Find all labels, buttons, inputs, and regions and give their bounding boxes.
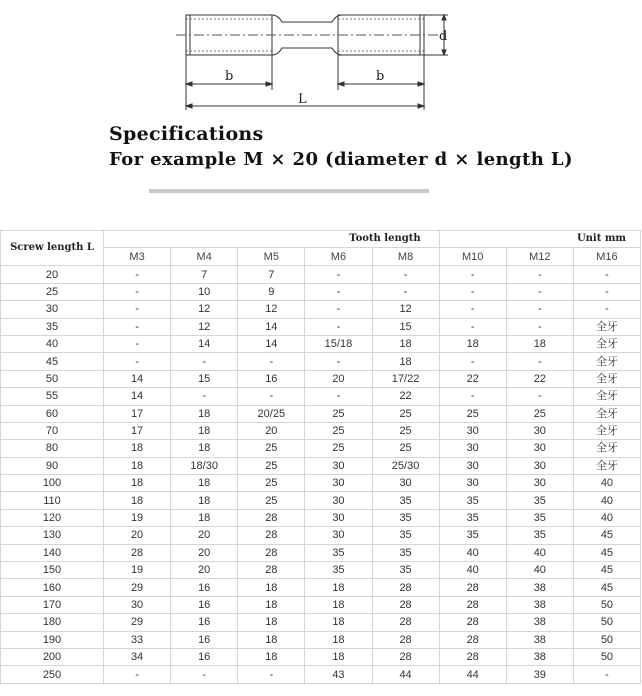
tooth-length-cell: 18 xyxy=(238,631,305,648)
tooth-length-cell: 40 xyxy=(506,562,573,579)
tooth-length-cell: - xyxy=(305,301,372,318)
tooth-length-cell: 25 xyxy=(238,492,305,509)
screw-length-cell: 50 xyxy=(1,370,104,387)
tooth-length-cell: - xyxy=(506,318,573,335)
tooth-length-cell: - xyxy=(171,388,238,405)
table-row xyxy=(1,370,641,387)
tooth-length-cell: 45 xyxy=(573,544,640,561)
tooth-length-cell: 20 xyxy=(238,422,305,439)
size-header: M16 xyxy=(573,248,640,266)
tooth-length-cell: 16 xyxy=(171,631,238,648)
table-row xyxy=(1,614,641,631)
tooth-length-cell: 25 xyxy=(372,405,439,422)
tooth-length-cell: 18 xyxy=(305,614,372,631)
screw-length-cell: 100 xyxy=(1,475,104,492)
tooth-length-cell: 12 xyxy=(372,301,439,318)
tooth-length-cell: 28 xyxy=(439,648,506,665)
tooth-length-cell: 10 xyxy=(171,283,238,300)
screw-length-cell: 30 xyxy=(1,301,104,318)
screw-length-cell: 250 xyxy=(1,666,104,683)
tooth-length-cell: 18 xyxy=(104,457,171,474)
tooth-length-cell: - xyxy=(372,266,439,283)
tooth-length-cell: 25 xyxy=(305,422,372,439)
tooth-length-cell: 28 xyxy=(238,527,305,544)
tooth-length-cell: 28 xyxy=(238,562,305,579)
tooth-length-cell: 22 xyxy=(506,370,573,387)
tooth-length-cell: 18 xyxy=(372,335,439,352)
tooth-length-cell: 28 xyxy=(104,544,171,561)
b-left-label: b xyxy=(225,69,234,84)
tooth-length-cell: 20 xyxy=(171,562,238,579)
tooth-length-cell: - xyxy=(171,353,238,370)
screw-length-cell: 200 xyxy=(1,648,104,665)
tooth-length-cell: 9 xyxy=(238,283,305,300)
d-label: d xyxy=(439,29,448,44)
tooth-length-cell: - xyxy=(238,388,305,405)
table-row xyxy=(1,596,641,613)
tooth-length-cell: 14 xyxy=(104,388,171,405)
tooth-length-cell: 38 xyxy=(506,631,573,648)
unit-label: Unit mm xyxy=(439,231,640,248)
tooth-length-cell: 18 xyxy=(104,440,171,457)
tooth-length-cell: 22 xyxy=(372,388,439,405)
tooth-length-cell: 33 xyxy=(104,631,171,648)
tooth-length-cell: 35 xyxy=(305,562,372,579)
tooth-length-cell: 28 xyxy=(238,509,305,526)
tooth-length-cell: 35 xyxy=(372,562,439,579)
tooth-length-cell: 16 xyxy=(171,579,238,596)
tooth-length-cell: 38 xyxy=(506,614,573,631)
screw-length-header: Screw length L xyxy=(1,231,104,266)
tooth-length-cell: 44 xyxy=(439,666,506,683)
screw-length-cell: 170 xyxy=(1,596,104,613)
tooth-length-cell: 20 xyxy=(305,370,372,387)
screw-length-cell: 55 xyxy=(1,388,104,405)
tooth-length-cell: 16 xyxy=(171,614,238,631)
tooth-length-cell: 35 xyxy=(439,527,506,544)
tooth-length-cell: 30 xyxy=(305,475,372,492)
table-row xyxy=(1,562,641,579)
tooth-length-cell: 30 xyxy=(439,440,506,457)
tooth-length-cell: 38 xyxy=(506,579,573,596)
tooth-length-cell: 25 xyxy=(372,440,439,457)
tooth-length-cell: 全牙 xyxy=(573,405,640,422)
tooth-length-cell: 20 xyxy=(171,527,238,544)
tooth-length-cell: 30 xyxy=(439,457,506,474)
tooth-length-cell: - xyxy=(439,301,506,318)
tooth-length-cell: 28 xyxy=(372,614,439,631)
screw-length-cell: 20 xyxy=(1,266,104,283)
table-row xyxy=(1,579,641,596)
tooth-length-cell: 35 xyxy=(372,509,439,526)
size-header: M4 xyxy=(171,248,238,266)
table-row xyxy=(1,457,641,474)
tooth-length-cell: 25 xyxy=(439,405,506,422)
size-header: M10 xyxy=(439,248,506,266)
tooth-length-cell: 18 xyxy=(305,631,372,648)
tooth-length-cell: - xyxy=(305,388,372,405)
tooth-length-cell: - xyxy=(573,283,640,300)
tooth-length-cell: 16 xyxy=(171,596,238,613)
tooth-length-cell: 12 xyxy=(171,318,238,335)
tooth-length-cell: - xyxy=(372,283,439,300)
tooth-length-cell: 30 xyxy=(506,422,573,439)
tooth-length-cell: 30 xyxy=(305,509,372,526)
tooth-length-cell: 35 xyxy=(372,527,439,544)
table-row xyxy=(1,509,641,526)
table-row xyxy=(1,283,641,300)
tooth-length-cell: 40 xyxy=(439,544,506,561)
tooth-length-cell: 17 xyxy=(104,405,171,422)
tooth-length-cell: - xyxy=(439,353,506,370)
tooth-length-cell: 18 xyxy=(238,648,305,665)
table-row xyxy=(1,666,641,683)
tooth-length-cell: 40 xyxy=(573,475,640,492)
tooth-length-cell: 17/22 xyxy=(372,370,439,387)
tooth-length-cell: 35 xyxy=(439,509,506,526)
tooth-length-cell: - xyxy=(305,353,372,370)
tooth-length-cell: - xyxy=(305,318,372,335)
spec-example: For example M × 20 (diameter d × length L) xyxy=(109,149,573,170)
tooth-length-cell: 35 xyxy=(506,527,573,544)
screw-length-cell: 70 xyxy=(1,422,104,439)
tooth-length-cell: 全牙 xyxy=(573,422,640,439)
tooth-length-cell: - xyxy=(506,353,573,370)
screw-length-cell: 120 xyxy=(1,509,104,526)
screw-length-cell: 150 xyxy=(1,562,104,579)
screw-length-cell: 180 xyxy=(1,614,104,631)
tooth-length-cell: 38 xyxy=(506,596,573,613)
tooth-length-cell: 25/30 xyxy=(372,457,439,474)
tooth-length-cell: 19 xyxy=(104,562,171,579)
tooth-length-cell: 全牙 xyxy=(573,370,640,387)
table-title-row xyxy=(1,231,641,248)
tooth-length-cell: 20 xyxy=(171,544,238,561)
tooth-length-cell: 35 xyxy=(506,492,573,509)
tooth-length-cell: 18/30 xyxy=(171,457,238,474)
size-header: M12 xyxy=(506,248,573,266)
tooth-length-cell: 35 xyxy=(372,544,439,561)
tooth-length-cell: 18 xyxy=(305,596,372,613)
tooth-length-cell: 28 xyxy=(238,544,305,561)
tooth-length-cell: 30 xyxy=(439,422,506,439)
tooth-length-cell: 18 xyxy=(238,614,305,631)
tooth-length-cell: 39 xyxy=(506,666,573,683)
tooth-length-cell: 45 xyxy=(573,562,640,579)
L-label: L xyxy=(298,92,307,107)
tooth-length-cell: 30 xyxy=(506,440,573,457)
tooth-length-cell: 38 xyxy=(506,648,573,665)
screw-length-cell: 35 xyxy=(1,318,104,335)
tooth-length-cell: 29 xyxy=(104,614,171,631)
tooth-length-cell: 18 xyxy=(171,440,238,457)
tooth-length-cell: 25 xyxy=(305,405,372,422)
screw-length-cell: 90 xyxy=(1,457,104,474)
tooth-length-cell: 30 xyxy=(439,475,506,492)
tooth-length-cell: 25 xyxy=(238,457,305,474)
tooth-length-cell: 28 xyxy=(439,614,506,631)
tooth-length-cell: 18 xyxy=(171,422,238,439)
tooth-length-cell: 15/18 xyxy=(305,335,372,352)
tooth-length-cell: 22 xyxy=(439,370,506,387)
size-header: M3 xyxy=(104,248,171,266)
tooth-length-cell: 30 xyxy=(305,527,372,544)
screw-length-cell: 45 xyxy=(1,353,104,370)
table-row xyxy=(1,353,641,370)
tooth-length-cell: - xyxy=(104,353,171,370)
tooth-length-cell: - xyxy=(171,666,238,683)
tooth-length-cell: - xyxy=(104,301,171,318)
tooth-length-cell: 50 xyxy=(573,614,640,631)
tooth-length-cell: 14 xyxy=(238,318,305,335)
table-row xyxy=(1,405,641,422)
tooth-length-cell: 30 xyxy=(506,475,573,492)
stud-bolt-diagram xyxy=(0,0,642,120)
tooth-length-cell: 25 xyxy=(238,440,305,457)
tooth-length-cell: 20/25 xyxy=(238,405,305,422)
tooth-length-cell: 25 xyxy=(238,475,305,492)
tooth-length-cell: - xyxy=(506,301,573,318)
tooth-length-cell: 18 xyxy=(171,475,238,492)
size-header: M6 xyxy=(305,248,372,266)
table-row xyxy=(1,335,641,352)
tooth-length-cell: 40 xyxy=(573,492,640,509)
tooth-length-cell: 28 xyxy=(439,631,506,648)
screw-length-cell: 60 xyxy=(1,405,104,422)
tooth-length-cell: - xyxy=(439,388,506,405)
tooth-length-cell: 全牙 xyxy=(573,388,640,405)
screw-length-cell: 130 xyxy=(1,527,104,544)
tooth-length-cell: 14 xyxy=(171,335,238,352)
tooth-length-cell: 18 xyxy=(104,492,171,509)
tooth-length-cell: 12 xyxy=(171,301,238,318)
tooth-length-cell: 45 xyxy=(573,579,640,596)
tooth-length-cell: 19 xyxy=(104,509,171,526)
tooth-length-cell: 18 xyxy=(171,492,238,509)
spec-table-body xyxy=(1,266,641,683)
tooth-length-cell: 18 xyxy=(104,475,171,492)
tooth-length-cell: 40 xyxy=(439,562,506,579)
tooth-length-cell: - xyxy=(238,353,305,370)
size-header: M5 xyxy=(238,248,305,266)
tooth-length-cell: - xyxy=(439,318,506,335)
tooth-length-cell: 18 xyxy=(372,353,439,370)
tooth-length-cell: 28 xyxy=(439,596,506,613)
tooth-length-cell: - xyxy=(104,335,171,352)
tooth-length-cell: 34 xyxy=(104,648,171,665)
tooth-length-cell: 35 xyxy=(305,544,372,561)
tooth-length-cell: 50 xyxy=(573,596,640,613)
tooth-length-cell: 50 xyxy=(573,631,640,648)
tooth-length-cell: 25 xyxy=(372,422,439,439)
tooth-length-cell: 14 xyxy=(104,370,171,387)
tooth-length-cell: 18 xyxy=(238,596,305,613)
spec-table xyxy=(0,230,641,684)
tooth-length-cell: - xyxy=(506,266,573,283)
tooth-length-cell: 全牙 xyxy=(573,353,640,370)
tooth-length-cell: 30 xyxy=(305,492,372,509)
tooth-length-cell: 43 xyxy=(305,666,372,683)
screw-length-cell: 160 xyxy=(1,579,104,596)
section-divider xyxy=(149,189,429,193)
tooth-length-cell: 44 xyxy=(372,666,439,683)
tooth-length-cell: 12 xyxy=(238,301,305,318)
tooth-length-cell: 14 xyxy=(238,335,305,352)
tooth-length-cell: 20 xyxy=(104,527,171,544)
tooth-length-cell: 16 xyxy=(238,370,305,387)
tooth-length-cell: 18 xyxy=(305,579,372,596)
screw-length-cell: 110 xyxy=(1,492,104,509)
table-row xyxy=(1,422,641,439)
tooth-length-cell: - xyxy=(104,666,171,683)
tooth-length-cell: - xyxy=(439,266,506,283)
tooth-length-cell: 35 xyxy=(439,492,506,509)
tooth-length-cell: 全牙 xyxy=(573,335,640,352)
screw-length-cell: 140 xyxy=(1,544,104,561)
tooth-length-cell: 18 xyxy=(305,648,372,665)
tooth-length-cell: 28 xyxy=(372,579,439,596)
tooth-length-cell: - xyxy=(104,283,171,300)
table-row xyxy=(1,301,641,318)
tooth-length-cell: 45 xyxy=(573,527,640,544)
tooth-length-cell: 7 xyxy=(171,266,238,283)
tooth-length-cell: - xyxy=(439,283,506,300)
tooth-length-cell: - xyxy=(305,266,372,283)
tooth-length-cell: 30 xyxy=(305,457,372,474)
tooth-length-cell: - xyxy=(573,666,640,683)
tooth-length-cell: 25 xyxy=(305,440,372,457)
tooth-length-cell: 18 xyxy=(439,335,506,352)
spec-title: Specifications xyxy=(109,123,264,145)
tooth-length-cell: 全牙 xyxy=(573,457,640,474)
tooth-length-cell: 25 xyxy=(506,405,573,422)
table-row xyxy=(1,492,641,509)
table-row xyxy=(1,475,641,492)
tooth-length-cell: 28 xyxy=(439,579,506,596)
tooth-length-cell: 全牙 xyxy=(573,318,640,335)
tooth-length-cell: 15 xyxy=(372,318,439,335)
tooth-length-cell: - xyxy=(305,283,372,300)
tooth-length-cell: 28 xyxy=(372,631,439,648)
tooth-length-cell: 28 xyxy=(372,648,439,665)
table-row xyxy=(1,318,641,335)
screw-length-cell: 190 xyxy=(1,631,104,648)
tooth-length-cell: 18 xyxy=(171,509,238,526)
table-row xyxy=(1,527,641,544)
tooth-length-cell: 30 xyxy=(506,457,573,474)
screw-length-cell: 25 xyxy=(1,283,104,300)
tooth-length-cell: - xyxy=(506,283,573,300)
tooth-length-cell: 35 xyxy=(372,492,439,509)
screw-length-cell: 80 xyxy=(1,440,104,457)
tooth-length-cell: 30 xyxy=(104,596,171,613)
b-right-label: b xyxy=(376,69,385,84)
tooth-length-cell: 40 xyxy=(573,509,640,526)
tooth-length-cell: 18 xyxy=(238,579,305,596)
tooth-length-cell: 40 xyxy=(506,544,573,561)
tooth-length-cell: 7 xyxy=(238,266,305,283)
tooth-length-cell: - xyxy=(506,388,573,405)
tooth-length-cell: 29 xyxy=(104,579,171,596)
table-row xyxy=(1,266,641,283)
tooth-length-cell: - xyxy=(573,301,640,318)
screw-length-cell: 40 xyxy=(1,335,104,352)
tooth-length-cell: 15 xyxy=(171,370,238,387)
tooth-length-cell: 35 xyxy=(506,509,573,526)
tooth-length-header: Tooth length xyxy=(104,231,440,248)
tooth-length-cell: - xyxy=(238,666,305,683)
table-row xyxy=(1,440,641,457)
tooth-length-cell: 全牙 xyxy=(573,440,640,457)
tooth-length-cell: 30 xyxy=(372,475,439,492)
tooth-length-cell: 18 xyxy=(506,335,573,352)
size-header: M8 xyxy=(372,248,439,266)
table-row xyxy=(1,388,641,405)
tooth-length-cell: - xyxy=(573,266,640,283)
tooth-length-cell: 50 xyxy=(573,648,640,665)
tooth-length-cell: 18 xyxy=(171,405,238,422)
tooth-length-cell: 28 xyxy=(372,596,439,613)
tooth-length-cell: 16 xyxy=(171,648,238,665)
table-row xyxy=(1,648,641,665)
tooth-length-cell: - xyxy=(104,318,171,335)
tooth-length-cell: - xyxy=(104,266,171,283)
table-row xyxy=(1,631,641,648)
tooth-length-cell: 17 xyxy=(104,422,171,439)
table-row xyxy=(1,544,641,561)
